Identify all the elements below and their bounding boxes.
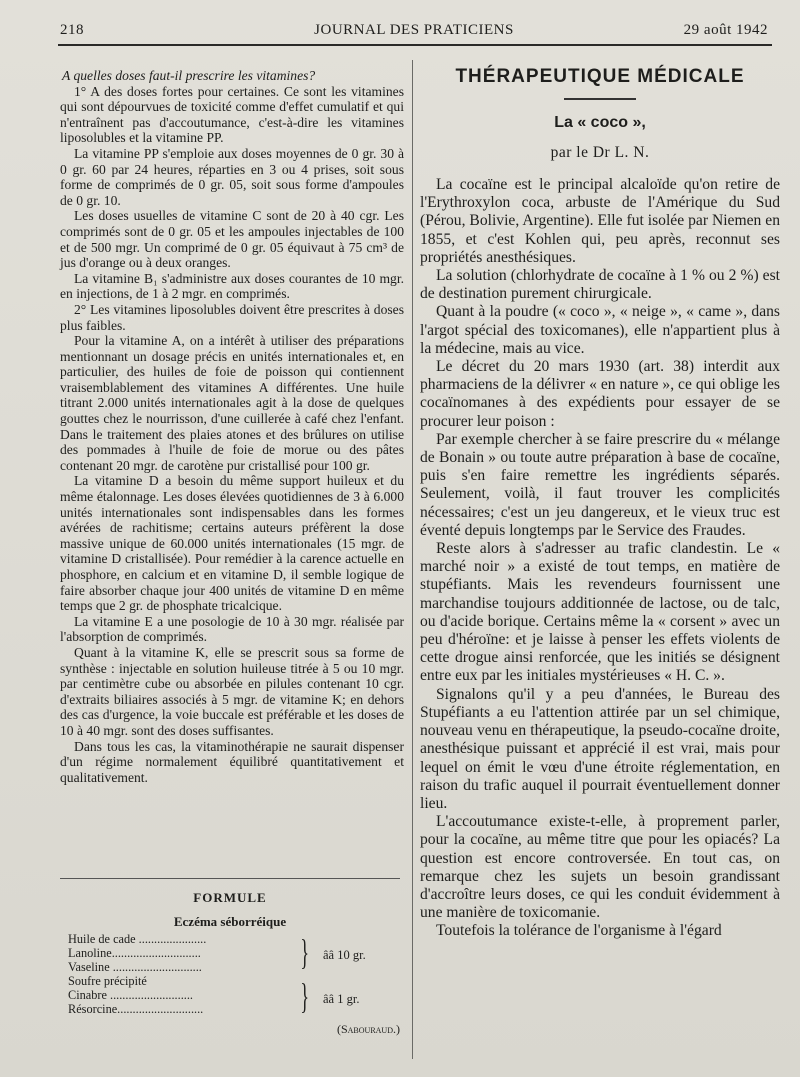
article-paragraph: La cocaïne est le principal alcaloïde qu'on retire de l'Erythroxylon coca, arbuste de l'Amérique du Sud (Pérou, Bolivie, Argentine). Elle fut isolée par Niemen en 1855, et c'est Kohlen qui, peu après, reconnut ses propriétés anesthésiques.: [420, 176, 780, 266]
left-paragraph: La vitamine B₁ s'administre aux doses courantes de 10 mgr. en injections, de 1 à 2 mgr. en comprimés.: [60, 270, 404, 302]
formula-box: [60, 890, 400, 1040]
article-paragraph: Signalons qu'il y a peu d'années, le Bureau des Stupéfiants a eu l'attention attirée par un sel chimique, nouveau venu en thérapeutique, la pseudo-cocaïne droite, anesthésique puissant et apprécié il est vrai, mais pour lequel on émit le vœu d'une étroite réglementation, en raison du trafic auquel il pourrait éventuellement donner lieu.: [420, 685, 780, 812]
left-paragraph: La vitamine E a une posologie de 10 à 30 mgr. réalisée par l'absorption de comprimés.: [60, 613, 404, 645]
left-paragraph: La vitamine D a besoin du même support huileux et du même étalonnage. Les doses élevées quotidiennes de 3 à 6.000 unités internationales sont indispensables dans les formes avérées de rachitisme; certains auteurs préfèrent la dose massive unique de 60.000 unités internationales (15 mgr. de vitamine D cristallisée). Pour remédier à la carence actuelle en phosphore, en calcium et en vitamine D, il semble logique de faire absorber chaque jour 400 unités de vitamine D en même temps que 2 gr. de phosphate tricalcique.: [60, 473, 404, 614]
article-paragraph: La solution (chlorhydrate de cocaïne à 1 % ou 2 %) est de destination purement chirurgicale.: [420, 267, 780, 303]
article-paragraph: L'accoutumance existe-t-elle, à proprement parler, pour la cocaïne, au même titre que pour les opiacés? La question est encore controversée. En tout cas, on remarque chez les sujets un besoin grandissant d'accroître leurs doses, ce qui les conduit évidemment à une manière de toxicomanie.: [420, 813, 780, 922]
ingredient: Huile de cade ......................: [68, 932, 207, 946]
dose-group-1: ââ 10 gr.: [323, 948, 366, 962]
ingredient: Cinabre ...........................: [68, 988, 194, 1002]
page-number: 218: [60, 22, 84, 38]
formula-title: FORMULE: [193, 890, 267, 905]
article-paragraph: Quant à la poudre (« coco », « neige », « came », dans l'argot spécial des toxicomanes), elle n'appartient plus à la médecine, mais au vice.: [420, 303, 780, 357]
article-paragraph: Reste alors à s'adresser au trafic clandestin. Le « marché noir » a existé de tout temps, en matière de stupéfiants. Mais les revendeurs fournissent une marchandise toujours additionnée de lactose, ou de talc, ou d'acide borique. Certains même la « corsent » avec un peu d'héroïne: et je laisse à penser les effets violents de cette drogue ainsi renforcée, que les initiés se désignent entre eux par les initiales mystérieuses « H. C. ».: [420, 540, 780, 685]
header-rule: [58, 44, 772, 46]
journal-title: JOURNAL DES PRATICIENS: [314, 22, 514, 38]
article-paragraph: Par exemple chercher à se faire prescrire du « mélange de Bonain » ou toute autre préparation à base de cocaïne, puis s'en faire remettre les ingrédients séparés. Seulement, voilà, il faut trouver les complicités nécessaires; c'est un jeu dangereux, et le vieux truc est éventé depuis longtemps par le Service des Fraudes.: [420, 430, 780, 539]
ingredient: Résorcine............................: [68, 1002, 204, 1016]
left-paragraph: 1° A des doses fortes pour certaines. Ce sont les vitamines qui sont dépourvues de toxicité comme d'effet cumulatif et qui n'entraînent pas d'accoutumance, c'est-à-dire les vitamines liposolubles et la vitamine PP.: [60, 83, 404, 146]
vitamin-question: A quelles doses faut-il prescrire les vitamines?: [62, 68, 316, 83]
article-paragraph: Toutefois la tolérance de l'organisme à l'égard: [436, 922, 722, 940]
right-column: [420, 66, 780, 941]
ingredient: Vaseline .............................: [68, 960, 202, 974]
left-paragraph: La vitamine PP s'emploie aux doses moyennes de 0 gr. 30 à 0 gr. 60 par 24 heures, réparties en 3 ou 4 prises, soit sous forme de comprimés de 0 gr. 05, soit sous forme d'ampoules de 0 gr. 10.: [60, 145, 404, 208]
left-paragraph: Quant à la vitamine K, elle se prescrit sous sa forme de synthèse : injectable en solution huileuse titrée à 5 ou 10 mgr. par centimètre cube ou absorbée en pilules contenant 10 cgr. d'extraits biliaires associés à 5 mgr. de vitamine K; en dehors des cas d'urgence, la voie buccale est préférable et les doses de 10 à 40 mgr. sont des doses suffisantes.: [60, 644, 404, 738]
formula-rule: [60, 878, 400, 879]
article-paragraph: Le décret du 20 mars 1930 (art. 38) interdit aux pharmaciens de la délivrer « en nature », ce qui oblige les cocaïnomanes à des expédients pour essayer de se procurer leur poison :: [420, 358, 780, 430]
left-paragraph: 2° Les vitamines liposolubles doivent être prescrites à doses plus faibles.: [60, 301, 404, 333]
left-column: [60, 68, 404, 785]
left-paragraph: Les doses usuelles de vitamine C sont de 20 à 40 cgr. Les comprimés sont de 0 gr. 05 et les ampoules injectables de 100 et de 500 mgr. Un comprimé de 0 gr. 05 équivaut à 75 cm³ de jus d'orange ou à deux oranges.: [60, 208, 404, 271]
ingredient: Lanoline.............................: [68, 946, 201, 960]
issue-date: 29 août 1942: [683, 22, 768, 38]
formula-source: (Sabouraud.): [336, 1022, 400, 1036]
dose-group-2: ââ 1 gr.: [323, 992, 360, 1006]
section-rule: [564, 98, 636, 100]
column-divider: [412, 60, 413, 1059]
running-header: [60, 22, 768, 44]
section-title: THÉRAPEUTIQUE MÉDICALE: [455, 66, 745, 87]
article-title: La « coco »,: [554, 114, 646, 131]
ingredient: Soufre précipité: [68, 974, 147, 988]
left-paragraph: Dans tous les cas, la vitaminothérapie ne saurait dispenser d'un régime normalement équilibré quantitativement et qualitativement.: [60, 738, 404, 785]
byline: par le Dr L. N.: [550, 144, 650, 161]
brace-icon: }: [300, 932, 309, 972]
brace-icon: }: [300, 976, 309, 1016]
formula-subtitle: Eczéma séborréique: [173, 914, 287, 929]
left-paragraph: Pour la vitamine A, on a intérêt à utiliser des préparations mentionnant un dosage précis en unités internationales et, en particulier, des huiles de foie de poisson qui contiennent vraisemblablement des vitamines A différentes. Une huile titrant 2.000 unités internationales agit à la dose de quelques gouttes chez le nourrisson, d'une cuillerée à café chez l'enfant. Dans le traitement des plaies atones et des brûlures on utilise des pommades à l'huile de foie de morue ou des pâtes contenant 20 mgr. de carotène pur cristallisé pour 100 gr.: [60, 333, 404, 473]
